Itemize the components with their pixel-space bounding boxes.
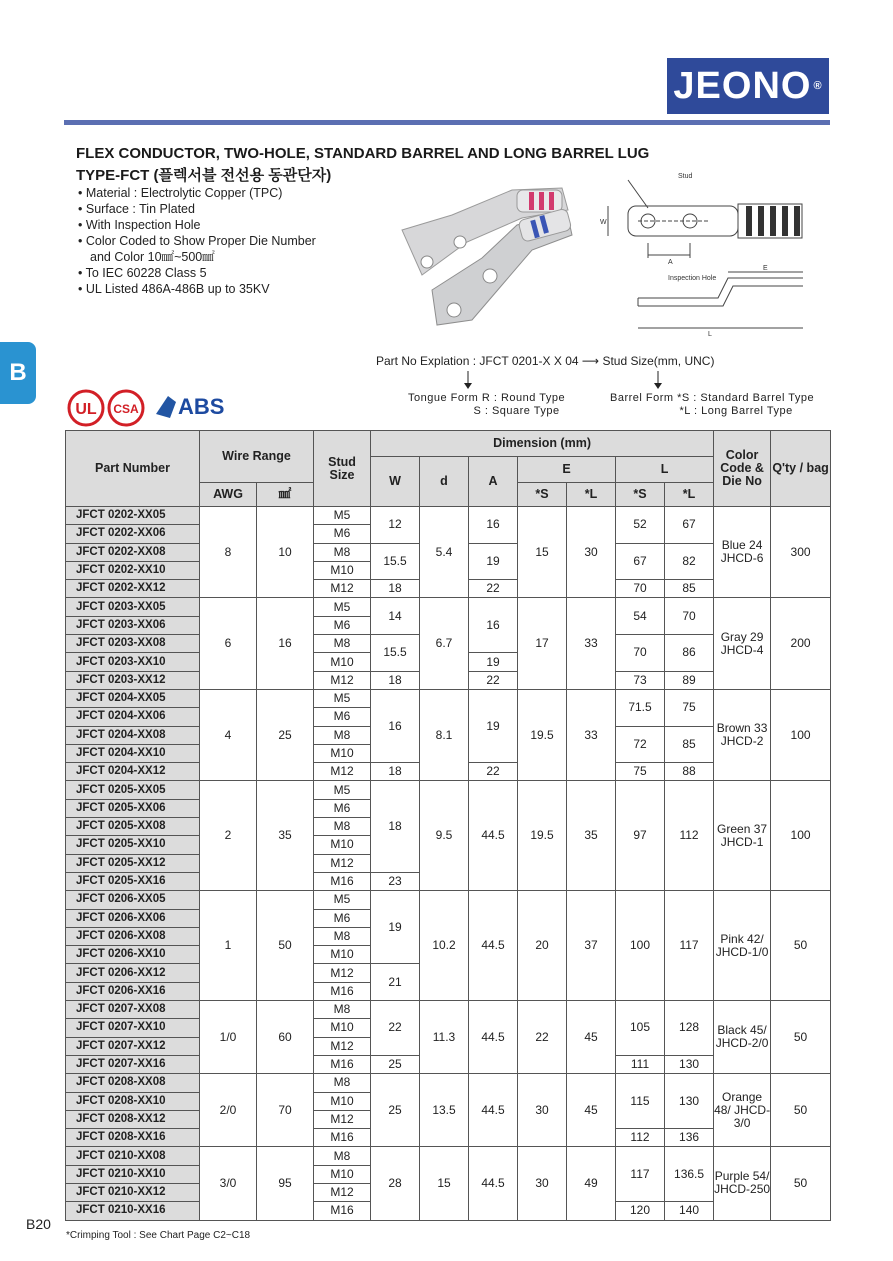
label-stud: Stud: [678, 173, 693, 180]
color-code-cell: Gray 29 JHCD-4: [714, 598, 771, 689]
qty-cell: 100: [771, 689, 831, 780]
stud-cell: M10: [314, 1019, 371, 1037]
stud-cell: M12: [314, 854, 371, 872]
a-cell: 19: [469, 653, 518, 671]
qty-cell: 100: [771, 781, 831, 891]
a-cell: 44.5: [469, 781, 518, 891]
brand-logo: JEONO ®: [667, 58, 829, 114]
l-l-cell: 82: [665, 543, 714, 580]
part-number-cell: JFCT 0203-XX06: [66, 616, 200, 634]
part-number-cell: JFCT 0207-XX08: [66, 1001, 200, 1019]
e-s-cell: 20: [518, 891, 567, 1001]
part-number-cell: JFCT 0210-XX12: [66, 1183, 200, 1201]
l-s-cell: 115: [616, 1074, 665, 1129]
abs-logo: [154, 388, 238, 422]
l-l-cell: 130: [665, 1055, 714, 1073]
stud-cell: M6: [314, 909, 371, 927]
stud-cell: M12: [314, 1183, 371, 1201]
qty-cell: 50: [771, 1147, 831, 1220]
arrow-icon: ⟶: [581, 354, 603, 368]
stud-cell: M12: [314, 1037, 371, 1055]
awg-cell: 3/0: [200, 1147, 257, 1220]
stud-cell: M16: [314, 1055, 371, 1073]
mm2-cell: 25: [257, 689, 314, 780]
part-number-cell: JFCT 0204-XX06: [66, 708, 200, 726]
stud-cell: M8: [314, 1001, 371, 1019]
color-code-cell: Blue 24 JHCD-6: [714, 507, 771, 598]
header-w: W: [371, 457, 420, 507]
stud-cell: M10: [314, 1165, 371, 1183]
label-e: E: [763, 265, 768, 272]
part-explanation-line: Part No Explation : JFCT 0201-X X 04: [376, 354, 579, 368]
header-e-l: *L: [567, 483, 616, 507]
part-number-cell: JFCT 0207-XX16: [66, 1055, 200, 1073]
l-l-cell: 136: [665, 1129, 714, 1147]
e-s-cell: 17: [518, 598, 567, 689]
label-inspection-hole: Inspection Hole: [668, 275, 717, 282]
stud-cell: M8: [314, 726, 371, 744]
w-cell: 25: [371, 1055, 420, 1073]
mm2-cell: 50: [257, 891, 314, 1001]
stud-cell: M5: [314, 781, 371, 799]
l-s-cell: 105: [616, 1001, 665, 1056]
mm2-cell: 10: [257, 507, 314, 598]
part-number-cell: JFCT 0206-XX06: [66, 909, 200, 927]
l-s-cell: 111: [616, 1055, 665, 1073]
part-number-cell: JFCT 0208-XX12: [66, 1110, 200, 1128]
part-number-cell: JFCT 0206-XX16: [66, 982, 200, 1000]
part-number-cell: JFCT 0205-XX10: [66, 836, 200, 854]
w-cell: 15.5: [371, 635, 420, 672]
mm2-cell: 95: [257, 1147, 314, 1220]
l-l-cell: 70: [665, 598, 714, 635]
stud-cell: M10: [314, 946, 371, 964]
part-number-cell: JFCT 0210-XX16: [66, 1202, 200, 1220]
awg-cell: 2/0: [200, 1074, 257, 1147]
qty-cell: 50: [771, 891, 831, 1001]
feature-item: • UL Listed 486A-486B up to 35KV: [78, 281, 316, 297]
l-l-cell: 136.5: [665, 1147, 714, 1202]
part-number-cell: JFCT 0204-XX12: [66, 763, 200, 781]
a-cell: 44.5: [469, 1147, 518, 1220]
ul-logo: [66, 388, 106, 428]
feature-item: • To IEC 60228 Class 5: [78, 265, 316, 281]
header-color-code: Color Code & Die No: [714, 431, 771, 507]
stud-cell: M12: [314, 964, 371, 982]
l-l-cell: 75: [665, 689, 714, 726]
a-cell: 22: [469, 763, 518, 781]
awg-cell: 8: [200, 507, 257, 598]
part-number-cell: JFCT 0202-XX10: [66, 561, 200, 579]
l-l-cell: 67: [665, 507, 714, 544]
qty-cell: 50: [771, 1001, 831, 1074]
page-subtitle: TYPE-FCT (플렉서블 전선용 동관단자): [76, 167, 332, 184]
color-code-cell: Pink 42/ JHCD-1/0: [714, 891, 771, 1001]
part-number-cell: JFCT 0207-XX10: [66, 1019, 200, 1037]
stud-cell: M16: [314, 982, 371, 1000]
part-number-cell: JFCT 0206-XX12: [66, 964, 200, 982]
a-cell: 44.5: [469, 1001, 518, 1074]
header-l-s: *S: [616, 483, 665, 507]
header-d: d: [420, 457, 469, 507]
header-l-l: *L: [665, 483, 714, 507]
part-number-cell: JFCT 0208-XX08: [66, 1074, 200, 1092]
part-number-cell: JFCT 0208-XX10: [66, 1092, 200, 1110]
stud-cell: M8: [314, 1074, 371, 1092]
w-cell: 25: [371, 1074, 420, 1147]
w-cell: 12: [371, 507, 420, 544]
l-s-cell: 54: [616, 598, 665, 635]
awg-cell: 1: [200, 891, 257, 1001]
svg-text:CSA: CSA: [113, 402, 139, 416]
stud-cell: M10: [314, 1092, 371, 1110]
header-rule: [64, 120, 830, 125]
w-cell: 23: [371, 872, 420, 890]
l-l-cell: 128: [665, 1001, 714, 1056]
part-number-cell: JFCT 0210-XX08: [66, 1147, 200, 1165]
part-explanation-stud: Stud Size(mm, UNC): [602, 354, 715, 368]
d-cell: 10.2: [420, 891, 469, 1001]
feature-item: • Material : Electrolytic Copper (TPC): [78, 185, 316, 201]
part-number-cell: JFCT 0206-XX08: [66, 927, 200, 945]
part-number-cell: JFCT 0203-XX12: [66, 671, 200, 689]
e-s-cell: 15: [518, 507, 567, 598]
l-s-cell: 70: [616, 635, 665, 672]
feature-item: • Surface : Tin Plated: [78, 201, 316, 217]
stud-cell: M8: [314, 818, 371, 836]
l-s-cell: 112: [616, 1129, 665, 1147]
barrel-form-note: Barrel Form *S : Standard Barrel Type *L : Long Barrel Type: [610, 392, 815, 417]
feature-item: • With Inspection Hole: [78, 217, 316, 233]
part-number-cell: JFCT 0204-XX10: [66, 744, 200, 762]
part-number-cell: JFCT 0204-XX05: [66, 689, 200, 707]
d-cell: 5.4: [420, 507, 469, 598]
part-number-cell: JFCT 0206-XX05: [66, 891, 200, 909]
e-l-cell: 33: [567, 598, 616, 689]
e-s-cell: 22: [518, 1001, 567, 1074]
stud-cell: M12: [314, 763, 371, 781]
qty-cell: 50: [771, 1074, 831, 1147]
stud-cell: M5: [314, 598, 371, 616]
stud-cell: M6: [314, 799, 371, 817]
w-cell: 22: [371, 1001, 420, 1056]
csa-logo: [106, 388, 146, 428]
explanation-arrows: [460, 369, 670, 391]
stud-cell: M16: [314, 872, 371, 890]
part-number-cell: JFCT 0203-XX08: [66, 635, 200, 653]
a-cell: 44.5: [469, 1074, 518, 1147]
page-title: FLEX CONDUCTOR, TWO-HOLE, STANDARD BARREL AND LONG BARREL LUG: [76, 145, 650, 162]
color-code-cell: Green 37 JHCD-1: [714, 781, 771, 891]
header-part-number: Part Number: [66, 431, 200, 507]
l-s-cell: 72: [616, 726, 665, 763]
l-s-cell: 71.5: [616, 689, 665, 726]
l-s-cell: 97: [616, 781, 665, 891]
stud-cell: M8: [314, 543, 371, 561]
header-mm2: ㎟: [257, 483, 314, 507]
part-number-cell: JFCT 0204-XX08: [66, 726, 200, 744]
awg-cell: 2: [200, 781, 257, 891]
e-s-cell: 19.5: [518, 689, 567, 780]
header-qty: Q'ty / bag: [771, 431, 831, 507]
stud-cell: M8: [314, 1147, 371, 1165]
stud-cell: M16: [314, 1202, 371, 1220]
e-l-cell: 30: [567, 507, 616, 598]
l-s-cell: 100: [616, 891, 665, 1001]
qty-cell: 200: [771, 598, 831, 689]
w-cell: 18: [371, 781, 420, 872]
w-cell: 15.5: [371, 543, 420, 580]
feature-item: • Color Coded to Show Proper Die Number: [78, 233, 316, 249]
spec-table: [65, 430, 831, 1221]
a-cell: 44.5: [469, 891, 518, 1001]
svg-text:ABS: ABS: [178, 394, 225, 419]
l-s-cell: 75: [616, 763, 665, 781]
dimension-drawing: [598, 168, 813, 343]
stud-cell: M5: [314, 891, 371, 909]
page-number: B20: [26, 1216, 51, 1232]
part-number-cell: JFCT 0205-XX12: [66, 854, 200, 872]
e-s-cell: 19.5: [518, 781, 567, 891]
l-s-cell: 67: [616, 543, 665, 580]
part-number-cell: JFCT 0206-XX10: [66, 946, 200, 964]
stud-cell: M16: [314, 1129, 371, 1147]
qty-cell: 300: [771, 507, 831, 598]
l-s-cell: 120: [616, 1202, 665, 1220]
awg-cell: 1/0: [200, 1001, 257, 1074]
stud-cell: M8: [314, 635, 371, 653]
e-l-cell: 45: [567, 1001, 616, 1074]
part-number-cell: JFCT 0205-XX06: [66, 799, 200, 817]
d-cell: 15: [420, 1147, 469, 1220]
w-cell: 16: [371, 689, 420, 762]
stud-cell: M6: [314, 525, 371, 543]
a-cell: 22: [469, 671, 518, 689]
e-s-cell: 30: [518, 1147, 567, 1220]
label-a: A: [668, 259, 673, 266]
d-cell: 13.5: [420, 1074, 469, 1147]
part-number-cell: JFCT 0210-XX10: [66, 1165, 200, 1183]
svg-text:UL: UL: [75, 401, 97, 418]
part-number-cell: JFCT 0203-XX05: [66, 598, 200, 616]
a-cell: 22: [469, 580, 518, 598]
d-cell: 6.7: [420, 598, 469, 689]
color-code-cell: Purple 54/ JHCD-250: [714, 1147, 771, 1220]
header-a: A: [469, 457, 518, 507]
part-number-cell: JFCT 0205-XX08: [66, 818, 200, 836]
color-code-cell: Brown 33 JHCD-2: [714, 689, 771, 780]
awg-cell: 6: [200, 598, 257, 689]
l-l-cell: 88: [665, 763, 714, 781]
tongue-form-note: Tongue Form R : Round Type S : Square Type: [408, 392, 566, 417]
l-l-cell: 85: [665, 580, 714, 598]
mm2-cell: 70: [257, 1074, 314, 1147]
d-cell: 8.1: [420, 689, 469, 780]
w-cell: 21: [371, 964, 420, 1001]
d-cell: 9.5: [420, 781, 469, 891]
header-dimension: Dimension (mm): [371, 431, 714, 457]
e-l-cell: 37: [567, 891, 616, 1001]
color-code-cell: Black 45/ JHCD-2/0: [714, 1001, 771, 1074]
footnote: *Crimping Tool : See Chart Page C2~C18: [66, 1230, 251, 1241]
part-number-cell: JFCT 0205-XX16: [66, 872, 200, 890]
stud-cell: M5: [314, 689, 371, 707]
part-number-cell: JFCT 0208-XX16: [66, 1129, 200, 1147]
stud-cell: M10: [314, 653, 371, 671]
e-l-cell: 45: [567, 1074, 616, 1147]
stud-cell: M10: [314, 744, 371, 762]
part-number-cell: JFCT 0202-XX08: [66, 543, 200, 561]
l-s-cell: 52: [616, 507, 665, 544]
part-number-cell: JFCT 0207-XX12: [66, 1037, 200, 1055]
stud-cell: M8: [314, 927, 371, 945]
w-cell: 18: [371, 763, 420, 781]
l-s-cell: 70: [616, 580, 665, 598]
l-s-cell: 73: [616, 671, 665, 689]
feature-item: and Color 10㎟~500㎟: [90, 250, 215, 264]
feature-list: [78, 185, 316, 297]
mm2-cell: 16: [257, 598, 314, 689]
e-s-cell: 30: [518, 1074, 567, 1147]
label-l: L: [708, 331, 712, 338]
w-cell: 19: [371, 891, 420, 964]
e-l-cell: 33: [567, 689, 616, 780]
stud-cell: M10: [314, 836, 371, 854]
header-wire-range: Wire Range: [200, 431, 314, 483]
header-stud-size: Stud Size: [314, 431, 371, 507]
w-cell: 18: [371, 671, 420, 689]
mm2-cell: 35: [257, 781, 314, 891]
part-number-cell: JFCT 0202-XX05: [66, 507, 200, 525]
header-l: L: [616, 457, 714, 483]
w-cell: 28: [371, 1147, 420, 1220]
a-cell: 16: [469, 598, 518, 653]
stud-cell: M10: [314, 561, 371, 579]
a-cell: 16: [469, 507, 518, 544]
w-cell: 18: [371, 580, 420, 598]
part-number-cell: JFCT 0202-XX12: [66, 580, 200, 598]
stud-cell: M6: [314, 616, 371, 634]
e-l-cell: 49: [567, 1147, 616, 1220]
l-l-cell: 130: [665, 1074, 714, 1129]
stud-cell: M12: [314, 580, 371, 598]
l-l-cell: 140: [665, 1202, 714, 1220]
e-l-cell: 35: [567, 781, 616, 891]
part-number-cell: JFCT 0202-XX06: [66, 525, 200, 543]
awg-cell: 4: [200, 689, 257, 780]
l-l-cell: 89: [665, 671, 714, 689]
header-e: E: [518, 457, 616, 483]
section-tab[interactable]: B: [0, 342, 36, 404]
l-l-cell: 85: [665, 726, 714, 763]
part-number-cell: JFCT 0205-XX05: [66, 781, 200, 799]
header-awg: AWG: [200, 483, 257, 507]
l-l-cell: 86: [665, 635, 714, 672]
d-cell: 11.3: [420, 1001, 469, 1074]
stud-cell: M12: [314, 671, 371, 689]
a-cell: 19: [469, 689, 518, 762]
color-code-cell: Orange 48/ JHCD-3/0: [714, 1074, 771, 1147]
product-photo: [392, 180, 592, 330]
mm2-cell: 60: [257, 1001, 314, 1074]
w-cell: 14: [371, 598, 420, 635]
stud-cell: M6: [314, 708, 371, 726]
a-cell: 19: [469, 543, 518, 580]
stud-cell: M12: [314, 1110, 371, 1128]
part-explanation: [376, 354, 714, 368]
header-e-s: *S: [518, 483, 567, 507]
l-l-cell: 117: [665, 891, 714, 1001]
part-number-cell: JFCT 0203-XX10: [66, 653, 200, 671]
l-s-cell: 117: [616, 1147, 665, 1202]
l-l-cell: 112: [665, 781, 714, 891]
stud-cell: M5: [314, 507, 371, 525]
label-w: W: [600, 219, 607, 226]
